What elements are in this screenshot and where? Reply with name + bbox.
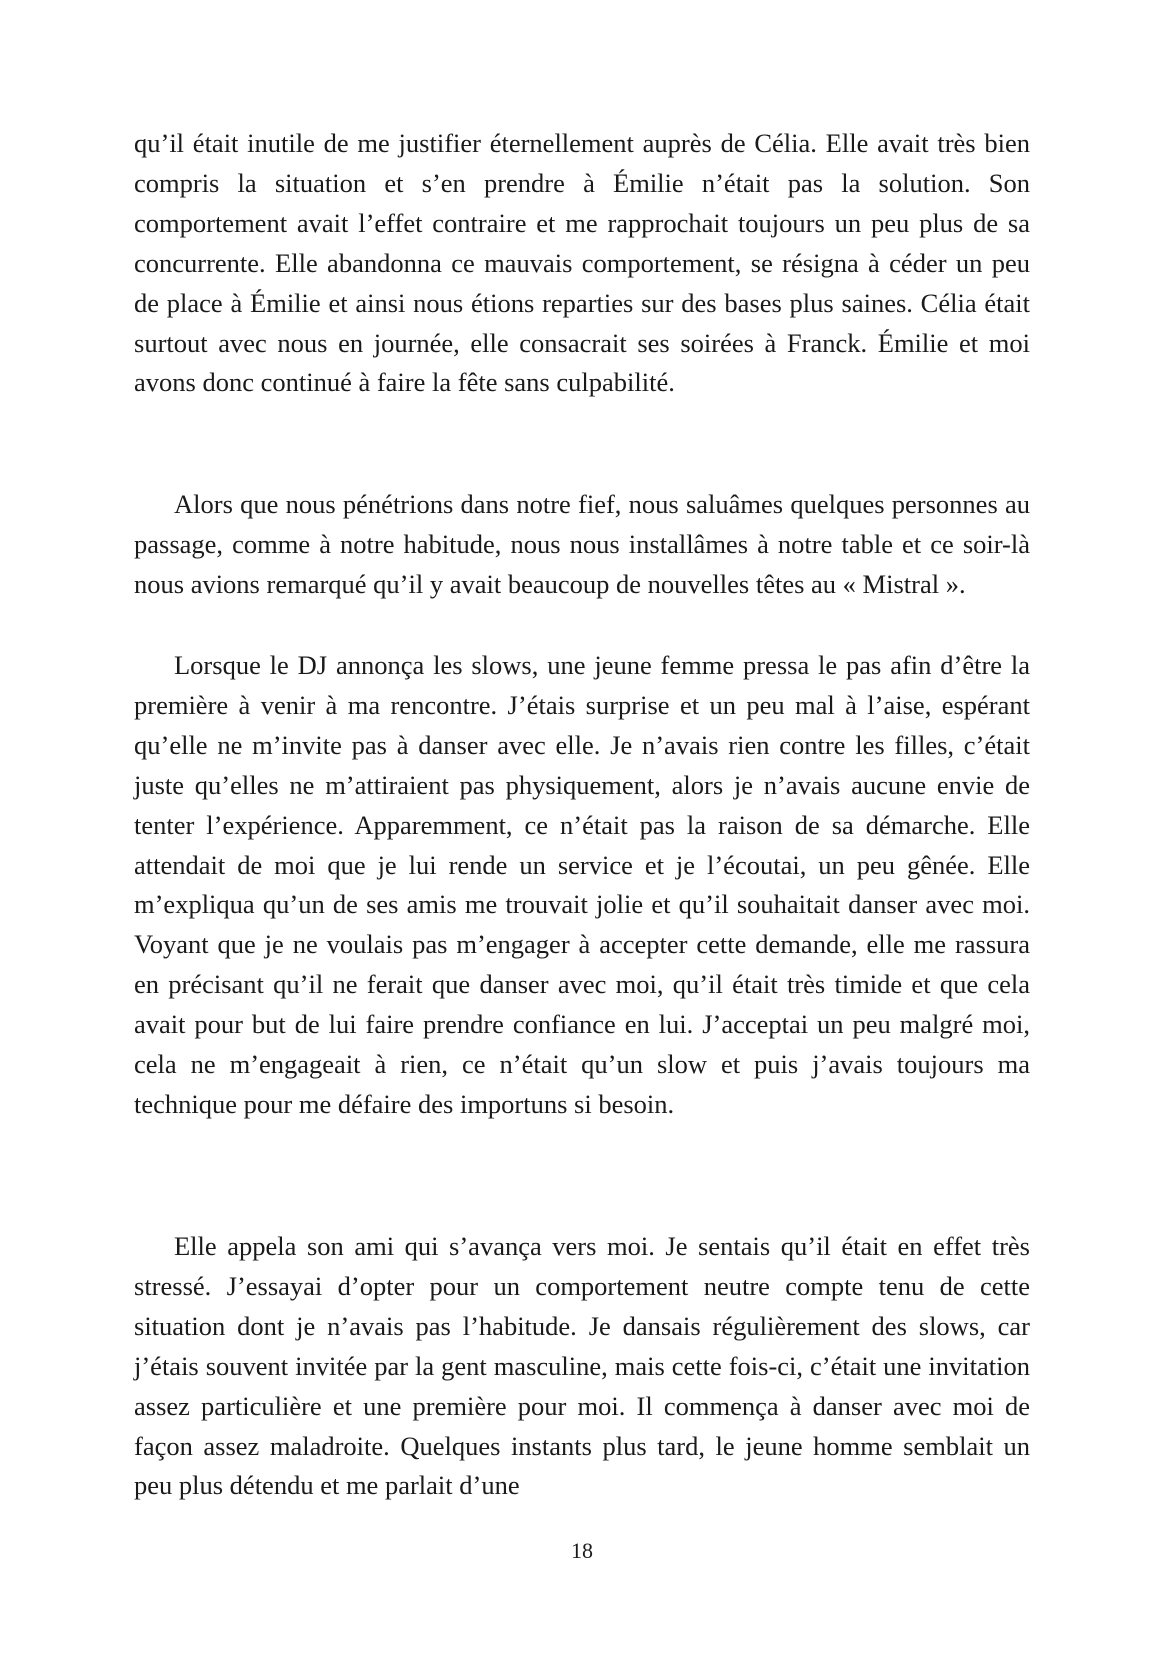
paragraph-1: qu’il était inutile de me justifier éternellement auprès de Célia. Elle avait très bien compris la situation et s’en prendre à Émilie n’était pas la solution. Son comportement avait l’effet contraire et me rapprochait toujours un peu plus de sa concurrente. Elle abandonna ce mauvais comportement, se résigna à céder un peu de place à Émilie et ainsi nous étions reparties sur des bases plus saines. Célia était surtout avec nous en journée, elle consacrait ses soirées à Franck. Émilie et moi avons donc continué à faire la fête sans culpabilité. xyxy=(134,128,1030,398)
paragraph-2: Alors que nous pénétrions dans notre fief, nous saluâmes quelques personnes au passage, comme à notre habitude, nous nous installâmes à notre table et ce soir-là nous avions remarqué qu’il y avait beaucoup de nouvelles têtes au « Mistral ». xyxy=(134,489,1030,599)
paragraph-3: Lorsque le DJ annonça les slows, une jeune femme pressa le pas afin d’être la première à venir à ma rencontre. J’étais surprise et un peu mal à l’aise, espérant qu’elle ne m’invite pas à danser avec elle. Je n’avais rien contre les filles, c’était juste qu’elles ne m’attiraient pas physiquement, alors je n’avais aucune envie de tenter l’expérience. Apparemment, ce n’était pas la raison de sa démarche. Elle attendait de moi que je lui rende un service et je l’écoutai, un peu gênée. Elle m’expliqua qu’un de ses amis me trouvait jolie et qu’il souhaitait danser avec moi. Voyant que je ne voulais pas m’engager à accepter cette demande, elle me rassura en précisant qu’il ne ferait que danser avec moi, qu’il était très timide et que cela avait pour but de lui faire prendre confiance en lui. J’acceptai un peu malgré moi, cela ne m’engageait à rien, ce n’était qu’un slow et puis j’avais toujours ma technique pour me défaire des importuns si besoin. xyxy=(134,650,1030,1119)
page-number: 18 xyxy=(571,1538,593,1563)
paragraph-4: Elle appela son ami qui s’avança vers moi. Je sentais qu’il était en effet très stressé. J’essayai d’opter pour un comportement neutre compte tenu de cette situation dont je n’avais pas l’habitude. Je dansais régulièrement des slows, car j’étais souvent invitée par la gent masculine, mais cette fois-ci, c’était une invitation assez particulière et une première pour moi. Il commença à danser avec moi de façon assez maladroite. Quelques instants plus tard, le jeune homme semblait un peu plus détendu et me parlait d’une xyxy=(134,1231,1030,1501)
